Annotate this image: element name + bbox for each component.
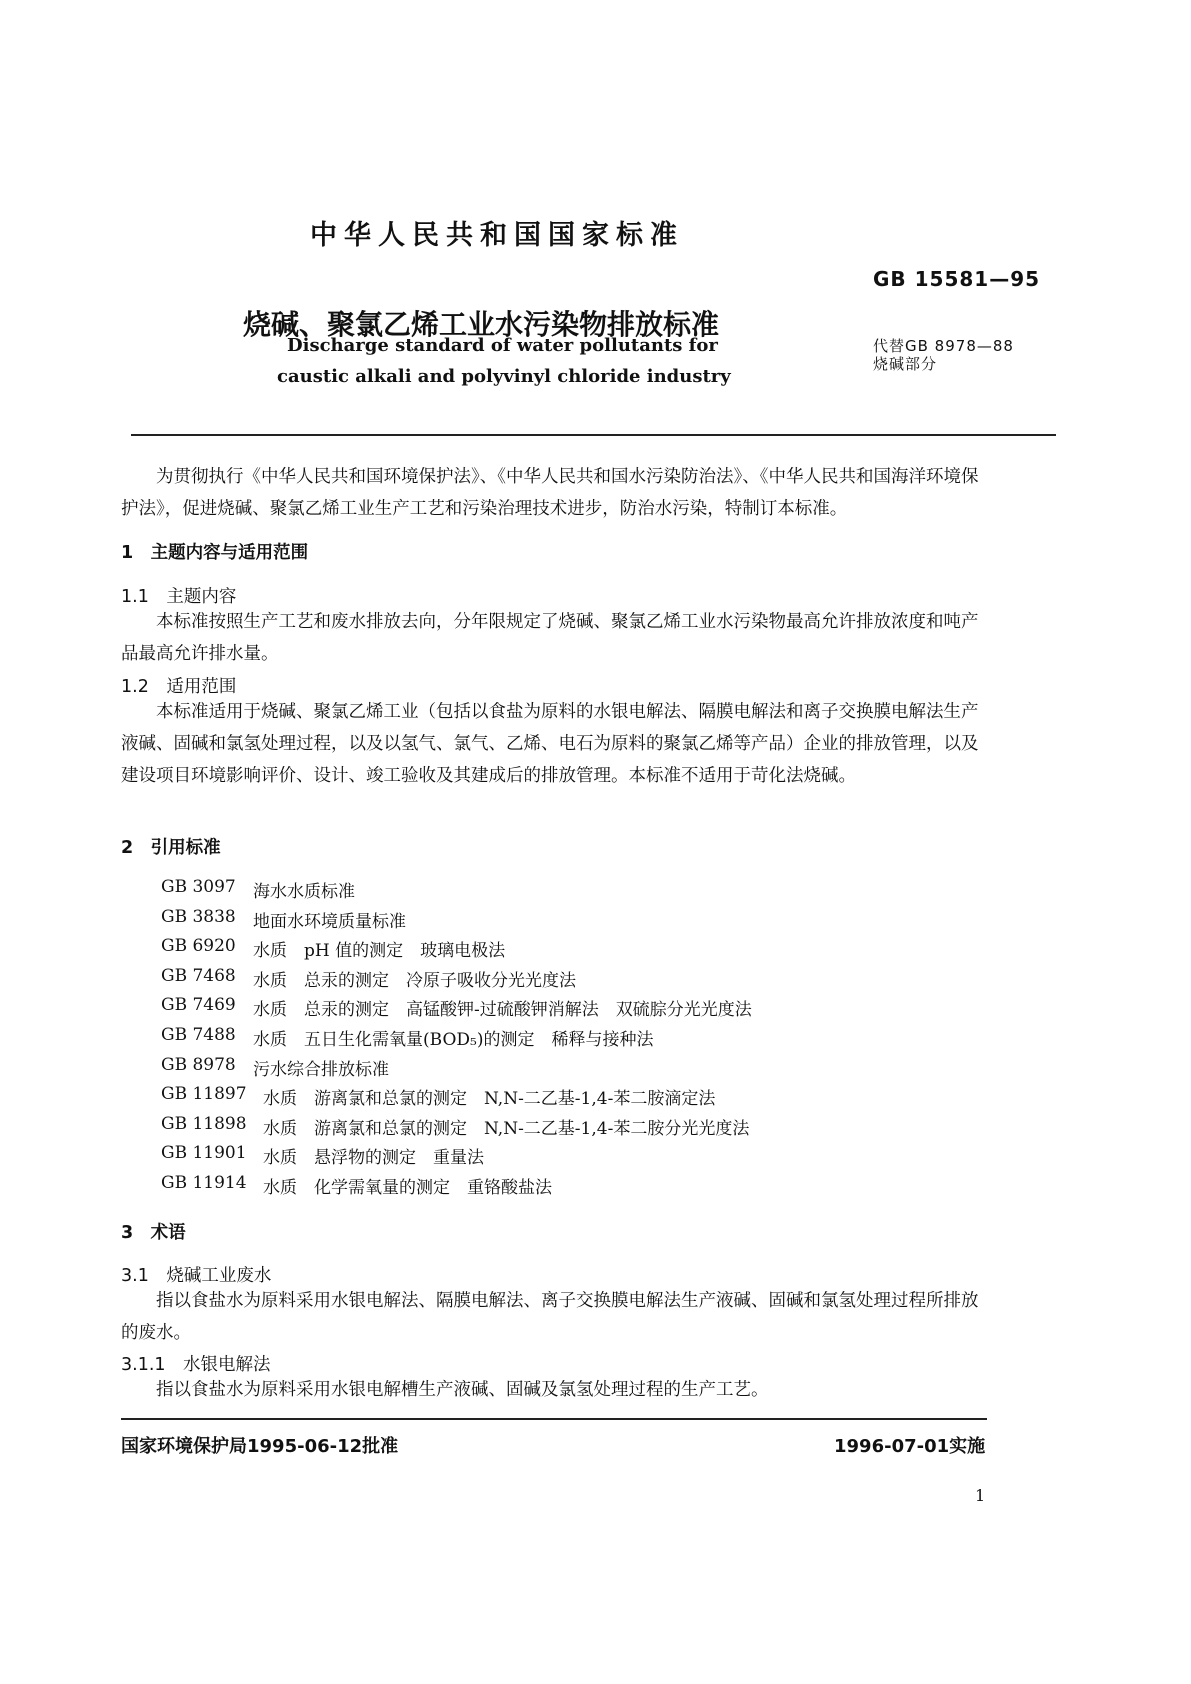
standard-code: GB 11914 (161, 1173, 247, 1193)
standard-name: 地面水环境质量标准 (253, 911, 406, 932)
page-number: 1 (975, 1486, 986, 1505)
standard-name: 水质 五日生化需氧量(BOD₅)的测定 稀释与接种法 (253, 1030, 654, 1050)
referenced-standard-row (161, 1173, 991, 1197)
standard-code: GB 11901 (161, 1143, 247, 1164)
standard-name: 水质 悬浮物的测定 重量法 (263, 1148, 484, 1169)
referenced-standards-list (161, 877, 991, 1207)
referenced-standard-row (161, 907, 991, 931)
standard-name: 污水综合排放标准 (253, 1059, 389, 1080)
replaces-line-1: 代替GB 8978—88 (873, 337, 1014, 355)
footer-divider (121, 1418, 987, 1420)
standard-code: GB 7488 (161, 1025, 236, 1045)
standard-name: 水质 总汞的测定 高锰酸钾-过硫酸钾消解法 双硫腙分光光度法 (253, 1000, 752, 1021)
section-3-1-1-text: 指以食盐水为原料采用水银电解槽生产液碱、固碱及氯氢处理过程的生产工艺。 (156, 1380, 769, 1400)
referenced-standard-row (161, 995, 991, 1019)
standard-code: GB 7469 (161, 995, 236, 1016)
intro-paragraph: 为贯彻执行《中华人民共和国环境保护法》、《中华人民共和国水污染防治法》、《中华人民共和国海洋环境保护法》，促进烧碱、聚氯乙烯工业生产工艺和污染治理技术进步，防治水污染，特制订本标准。 (121, 467, 979, 519)
document-title-en-line-1: Discharge standard of water pollutants for (287, 335, 718, 356)
section-1-2-heading: 1.2 适用范围 (121, 677, 237, 697)
standard-number: GB 15581—95 (873, 267, 1041, 291)
standard-code: GB 11897 (161, 1084, 247, 1105)
standard-code: GB 6920 (161, 936, 236, 957)
standard-name: 海水水质标准 (253, 882, 355, 902)
referenced-standard-row (161, 1055, 991, 1079)
referenced-standard-row (161, 1114, 991, 1138)
effective-date: 1996-07-01实施 (834, 1436, 986, 1457)
standard-name: 水质 化学需氧量的测定 重铬酸盐法 (263, 1178, 552, 1198)
section-1-heading: 1 主题内容与适用范围 (121, 543, 309, 563)
standard-name: 水质 游离氯和总氯的测定 N,N-二乙基-1,4-苯二胺滴定法 (263, 1089, 716, 1110)
standard-code: GB 11898 (161, 1113, 247, 1134)
section-1-2-text: 本标准适用于烧碱、聚氯乙烯工业（包括以食盐为原料的水银电解法、隔膜电解法和离子交换膜电解法生产液碱、固碱和氯氢处理过程，以及以氢气、氯气、乙烯、电石为原料的聚氯乙烯等产品）企业的排放管理，以及建设项目环境影响评价、设计、竣工验收及其建成后的排放管理。本标准不适用于苛化法烧碱。 (121, 702, 979, 786)
standard-name: 水质 总汞的测定 冷原子吸收分光光度法 (253, 970, 576, 991)
standard-name: 水质 游离氯和总氯的测定 N,N-二乙基-1,4-苯二胺分光光度法 (263, 1118, 750, 1139)
section-2-heading: 2 引用标准 (121, 838, 221, 858)
referenced-standard-row (161, 1025, 991, 1049)
section-3-1-1-heading: 3.1.1 水银电解法 (121, 1355, 271, 1375)
standard-code: GB 3097 (161, 877, 236, 897)
document-title-en-line-2: caustic alkali and polyvinyl chloride industry (277, 366, 731, 387)
section-3-1-heading: 3.1 烧碱工业废水 (121, 1266, 272, 1286)
section-3-1-text: 指以食盐水为原料采用水银电解法、隔膜电解法、离子交换膜电解法生产液碱、固碱和氯氢处理过程所排放的废水。 (121, 1291, 979, 1343)
approval-date: 国家环境保护局1995-06-12批准 (121, 1436, 399, 1457)
header-divider (131, 434, 1056, 436)
standard-name: 水质 pH 值的测定 玻璃电极法 (253, 941, 506, 962)
national-standard-title: 中华人民共和国国家标准 (310, 220, 684, 251)
section-1-1-heading: 1.1 主题内容 (121, 587, 237, 607)
referenced-standard-row (161, 966, 991, 990)
document-title-cn: 烧碱、聚氯乙烯工业水污染物排放标准 (243, 308, 720, 341)
standard-code: GB 7468 (161, 965, 236, 986)
section-3-heading: 3 术语 (121, 1223, 186, 1243)
referenced-standard-row (161, 1084, 991, 1108)
referenced-standard-row (161, 936, 991, 960)
standard-code: GB 3838 (161, 906, 236, 927)
referenced-standard-row (161, 1143, 991, 1167)
section-1-1-text: 本标准按照生产工艺和废水排放去向，分年限规定了烧碱、聚氯乙烯工业水污染物最高允许排放浓度和吨产品最高允许排水量。 (121, 612, 979, 664)
replaces-note (873, 337, 1014, 373)
replaces-line-2: 烧碱部分 (873, 355, 938, 373)
standard-code: GB 8978 (161, 1054, 236, 1075)
referenced-standard-row (161, 877, 991, 901)
